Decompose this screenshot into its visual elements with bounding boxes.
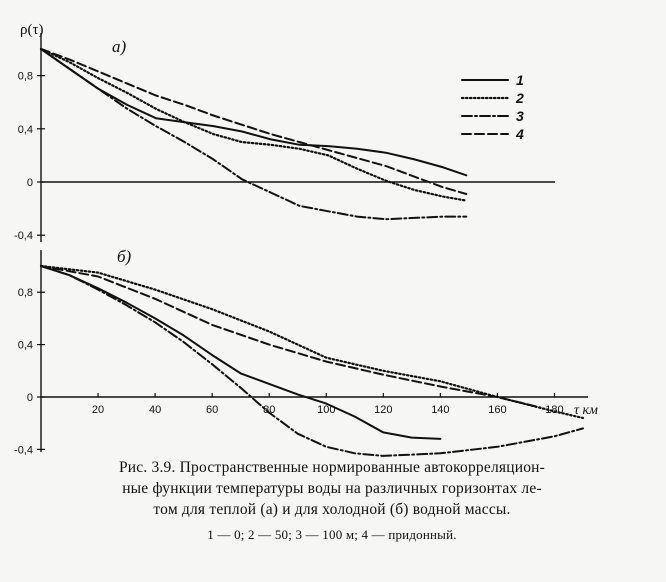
x-tick-label: 120 [374, 404, 393, 416]
legend-label-2: 2 [516, 90, 524, 106]
x-tick-label: 100 [317, 404, 336, 416]
x-tick-label: 20 [91, 404, 105, 416]
x-tick-label: 40 [148, 404, 162, 416]
panel-label: а) [112, 37, 127, 56]
y-tick-label: 0,8 [17, 287, 33, 300]
caption-line: ные функции температуры воды на различных горизонтах ле- [122, 480, 542, 497]
y-tick-label: 0,8 [17, 70, 33, 83]
legend-label-4: 4 [516, 126, 524, 142]
y-tick-label: -0,4 [14, 230, 33, 243]
x-tick-label: 160 [488, 404, 507, 416]
series-line-4 [41, 266, 540, 408]
legend-label-3: 3 [516, 108, 524, 124]
legend-label-1: 1 [516, 72, 524, 88]
series-line-4 [41, 49, 466, 194]
panel-a [14, 33, 555, 242]
figure-caption [22, 457, 642, 545]
x-tick-label: 80 [263, 404, 276, 416]
y-tick-label: 0 [26, 392, 33, 404]
y-axis-label: ρ(τ) [20, 22, 44, 38]
y-tick-label: -0,4 [14, 444, 33, 457]
caption-line: Рис. 3.9. Пространственные нормированные автокорреляцион- [118, 459, 546, 476]
x-tick-label: 60 [206, 404, 219, 416]
y-tick-label: 0,4 [17, 339, 33, 352]
y-tick-label: 0,4 [17, 123, 33, 136]
series-line-2 [41, 266, 583, 418]
legend [462, 72, 524, 142]
caption-line: том для теплой (а) и для холодной (б) водной массы. [153, 501, 511, 518]
panel-label: б) [117, 247, 132, 266]
x-tick-label: 140 [431, 404, 450, 416]
panel-b [14, 247, 588, 456]
x-tick-label: 180 [545, 404, 564, 416]
y-tick-label: 0 [26, 177, 33, 189]
series-line-1 [41, 49, 466, 175]
caption-legend: 1 — 0; 2 — 50; 3 — 100 м; 4 — придонный. [207, 527, 457, 542]
x-axis-label: τ км [574, 403, 598, 418]
series-line-3 [41, 266, 583, 456]
series-line-2 [41, 49, 466, 201]
